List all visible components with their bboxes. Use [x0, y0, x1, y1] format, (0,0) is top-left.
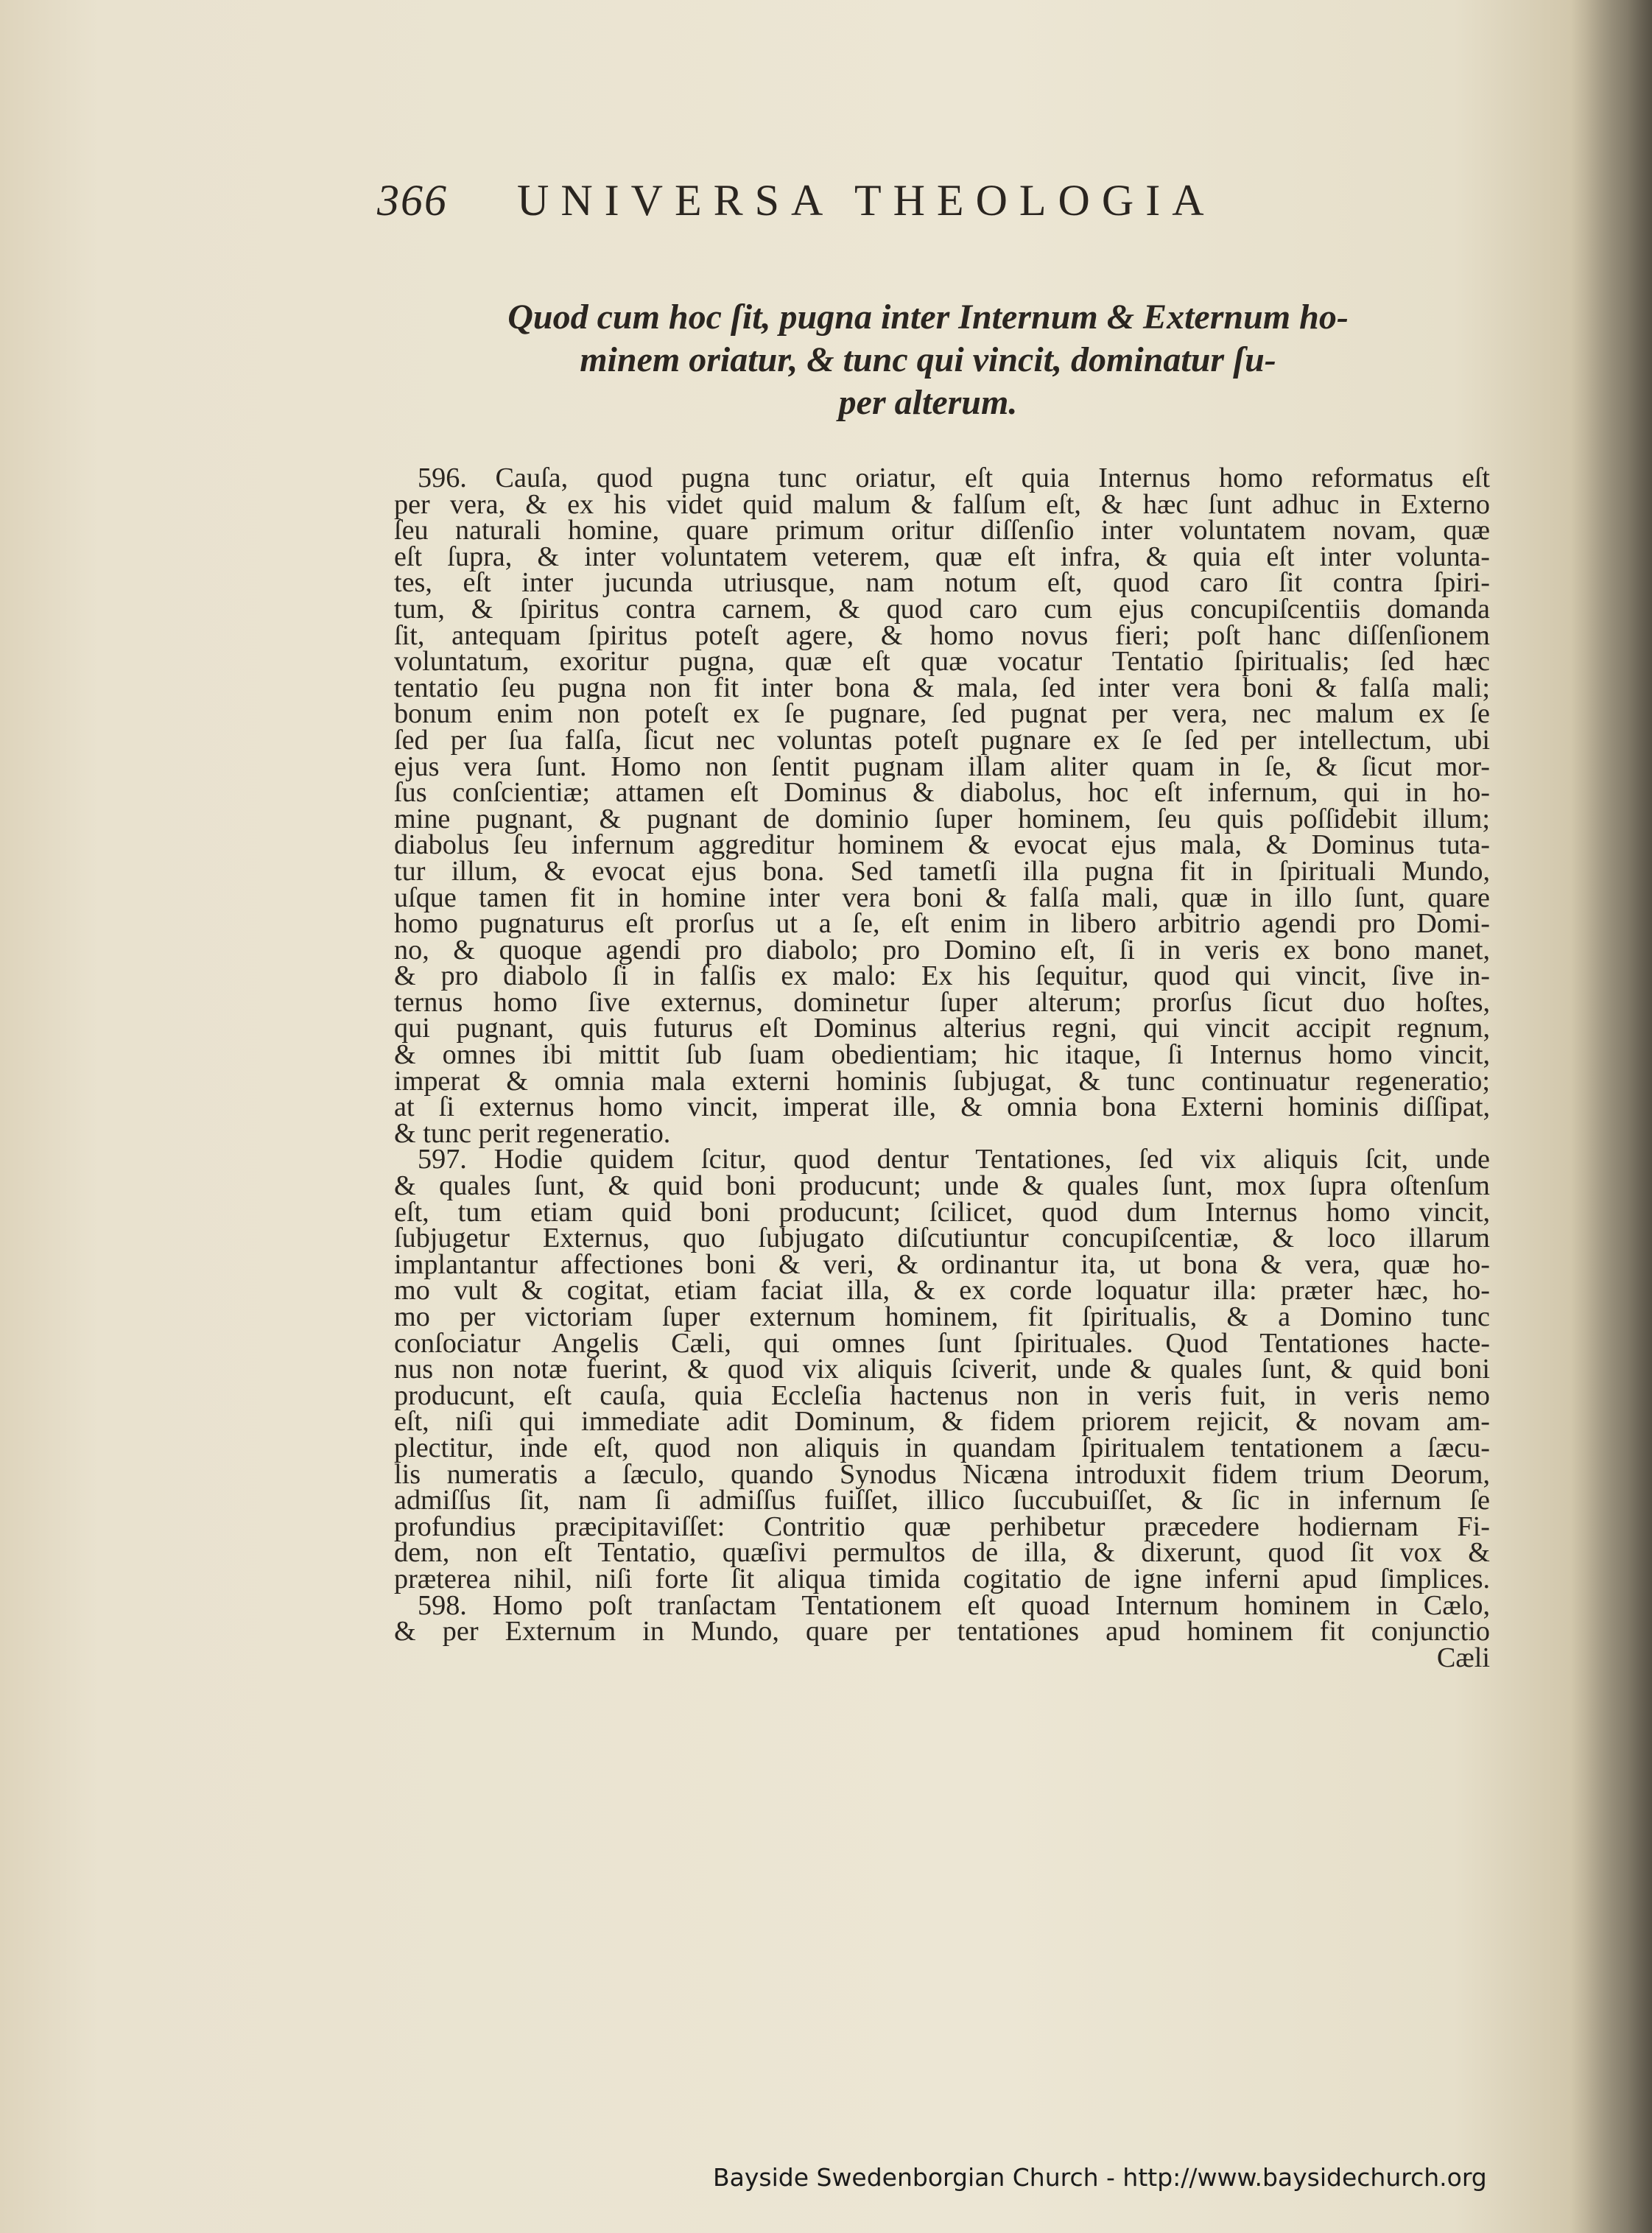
text-line: nus non notæ fuerint, & quod vix aliquis ſciverit, unde & quales ſunt, & quid boni: [394, 1354, 1490, 1385]
text-line: imperat & omnia mala externi hominis ſubjugat, & tunc continuatur regeneratio;: [394, 1065, 1490, 1097]
text-line: per vera, & ex his videt quid malum & falſum eſt, & hæc ſunt adhuc in Externo: [394, 488, 1490, 520]
text-line: ſit, antequam ſpiritus poteſt agere, & homo novus fieri; poſt hanc diſſenſionem: [394, 619, 1490, 651]
text-line: tum, & ſpiritus contra carnem, & quod caro cum ejus concupiſcentiis domanda: [394, 593, 1490, 625]
text-line: conſociatur Angelis Cæli, qui omnes ſunt ſpirituales. Quod Tentationes hacte-: [394, 1327, 1490, 1359]
text-line: ſus conſcientiæ; attamen eſt Dominus & diabolus, hoc eſt infernum, qui in ho-: [394, 777, 1490, 809]
text-line: eſt, niſi qui immediate adit Dominum, & fidem priorem rejicit, & novam am-: [394, 1406, 1490, 1438]
section-heading: [412, 296, 1444, 424]
running-header: [377, 175, 1357, 234]
text-line: implantantur affectiones boni & veri, & ordinantur ita, ut bona & vera, quæ ho-: [394, 1248, 1490, 1280]
text-line: voluntatum, exoritur pugna, quæ eſt quæ vocatur Tentatio ſpiritualis; ſed hæc: [394, 646, 1490, 678]
text-line: & quales ſunt, & quid boni producunt; unde & quales ſunt, mox ſupra oſtenſum: [394, 1170, 1490, 1202]
heading-line: per alterum.: [838, 383, 1018, 422]
body-text: [394, 465, 1490, 1671]
text-line: & tunc perit regeneratio.: [394, 1117, 671, 1149]
text-line: & omnes ibi mittit ſub ſuam obedientiam; hic itaque, ſi Internus homo vincit,: [394, 1039, 1490, 1071]
text-line: lis numeratis a ſæculo, quando Synodus Nicæna introduxit fidem trium Deorum,: [394, 1458, 1490, 1490]
text-line: profundius præcipitaviſſet: Contritio quæ perhibetur præcedere hodiernam Fi-: [394, 1511, 1490, 1542]
text-line: admiſſus ſit, nam ſi admiſſus fuiſſet, illico ſuccubuiſſet, & ſic in infernum ſe: [394, 1485, 1490, 1516]
text-line: eſt, tum etiam quid boni producunt; ſcilicet, quod dum Internus homo vincit,: [394, 1196, 1490, 1228]
heading-line: minem oriatur, & tunc qui vincit, dominatur ſu-: [580, 340, 1276, 379]
text-line: ſubjugetur Externus, quo ſubjugato diſcutiuntur concupiſcentiæ, & loco illarum: [394, 1223, 1490, 1254]
watermark-text: Bayside Swedenborgian Church - http://www.baysidechurch.org: [713, 2163, 1487, 2192]
text-line: ejus vera ſunt. Homo non ſentit pugnam illam aliter quam in ſe, & ſicut mor-: [394, 750, 1490, 782]
paragraph-598: [394, 1589, 1490, 1648]
text-line: tur illum, & evocat ejus bona. Sed tametſi illa pugna fit in ſpirituali Mundo,: [394, 855, 1490, 887]
text-line: 598. Homo poſt tranſactam Tentationem eſt quoad Internum hominem in Cælo,: [418, 1589, 1490, 1621]
text-line: at ſi externus homo vincit, imperat ille, & omnia bona Externi hominis diſſipat,: [394, 1091, 1490, 1123]
text-line: mine pugnant, & pugnant de dominio ſuper hominem, ſeu quis poſſidebit illum;: [394, 803, 1490, 834]
text-line: no, & quoque agendi pro diabolo; pro Domino eſt, ſi in veris ex bono manet,: [394, 934, 1490, 966]
page-gutter-shadow: [1571, 0, 1652, 2233]
text-line: & pro diabolo ſi in falſis ex malo: Ex his ſequitur, quod qui vincit, ſive in-: [394, 960, 1490, 992]
text-line: producunt, eſt cauſa, quia Eccleſia hactenus non in veris fuit, in veris nemo: [394, 1379, 1490, 1411]
text-line: dem, non eſt Tentatio, quæſivi permultos de illa, & dixerunt, quod ſit vox &: [394, 1537, 1490, 1569]
text-line: 596. Cauſa, quod pugna tunc oriatur, eſt quia Internus homo reformatus eſt: [418, 463, 1490, 493]
paragraph-597: [394, 1144, 1490, 1594]
text-line: plectitur, inde eſt, quod non aliquis in quandam ſpiritualem tentationem a ſæcu-: [394, 1432, 1490, 1463]
text-line: mo per victoriam ſuper externum hominem, fit ſpiritualis, & a Domino tunc: [394, 1301, 1490, 1332]
running-title: UNIVERSA THEOLOGIA: [517, 176, 1216, 225]
paragraph-596: [394, 465, 1490, 1147]
page-number: 366: [377, 176, 448, 225]
text-line: 597. Hodie quidem ſcitur, quod dentur Tentationes, ſed vix aliquis ſcit, unde: [418, 1144, 1490, 1175]
heading-line: Quod cum hoc ſit, pugna inter Internum & Externum ho-: [507, 298, 1349, 337]
text-line: ternus homo ſive externus, dominetur ſuper alterum; prorſus ſicut duo hoſtes,: [394, 986, 1490, 1018]
text-line: bonum enim non poteſt ex ſe pugnare, ſed pugnat per vera, nec malum ex ſe: [394, 698, 1490, 730]
text-line: ſeu naturali homine, quare primum oritur diſſenſio inter voluntatem novam, quæ: [394, 515, 1490, 546]
catchword: Cæli: [1436, 1642, 1490, 1673]
text-line: ſed per ſua falſa, ſicut nec voluntas poteſt pugnare ex ſe ſed per intellectum, ubi: [394, 724, 1490, 756]
text-line: diabolus ſeu infernum aggreditur hominem & evocat ejus mala, & Dominus tuta-: [394, 829, 1490, 861]
text-line: eſt ſupra, & inter voluntatem veterem, quæ eſt infra, & quia eſt inter volunta-: [394, 541, 1490, 572]
text-line: & per Externum in Mundo, quare per tentationes apud hominem fit conjunctio: [394, 1616, 1490, 1648]
text-line: tes, eſt inter jucunda utriusque, nam notum eſt, quod caro ſit contra ſpiri-: [394, 567, 1490, 599]
text-line: qui pugnant, quis futurus eſt Dominus alterius regni, qui vincit accipit regnum,: [394, 1013, 1490, 1044]
text-line: præterea nihil, niſi forte ſit aliqua timida cogitatio de igne inferni apud ſimplices.: [394, 1563, 1490, 1594]
text-line: uſque tamen fit in homine inter vera boni & falſa mali, quæ in illo ſunt, quare: [394, 882, 1490, 913]
text-line: homo pugnaturus eſt prorſus ut a ſe, eſt enim in libero arbitrio agendi pro Domi-: [394, 908, 1490, 940]
text-line: mo vult & cogitat, etiam faciat illa, & ex corde loquatur illa: præter hæc, ho-: [394, 1275, 1490, 1307]
text-line: tentatio ſeu pugna non fit inter bona & mala, ſed inter vera boni & falſa mali;: [394, 672, 1490, 703]
